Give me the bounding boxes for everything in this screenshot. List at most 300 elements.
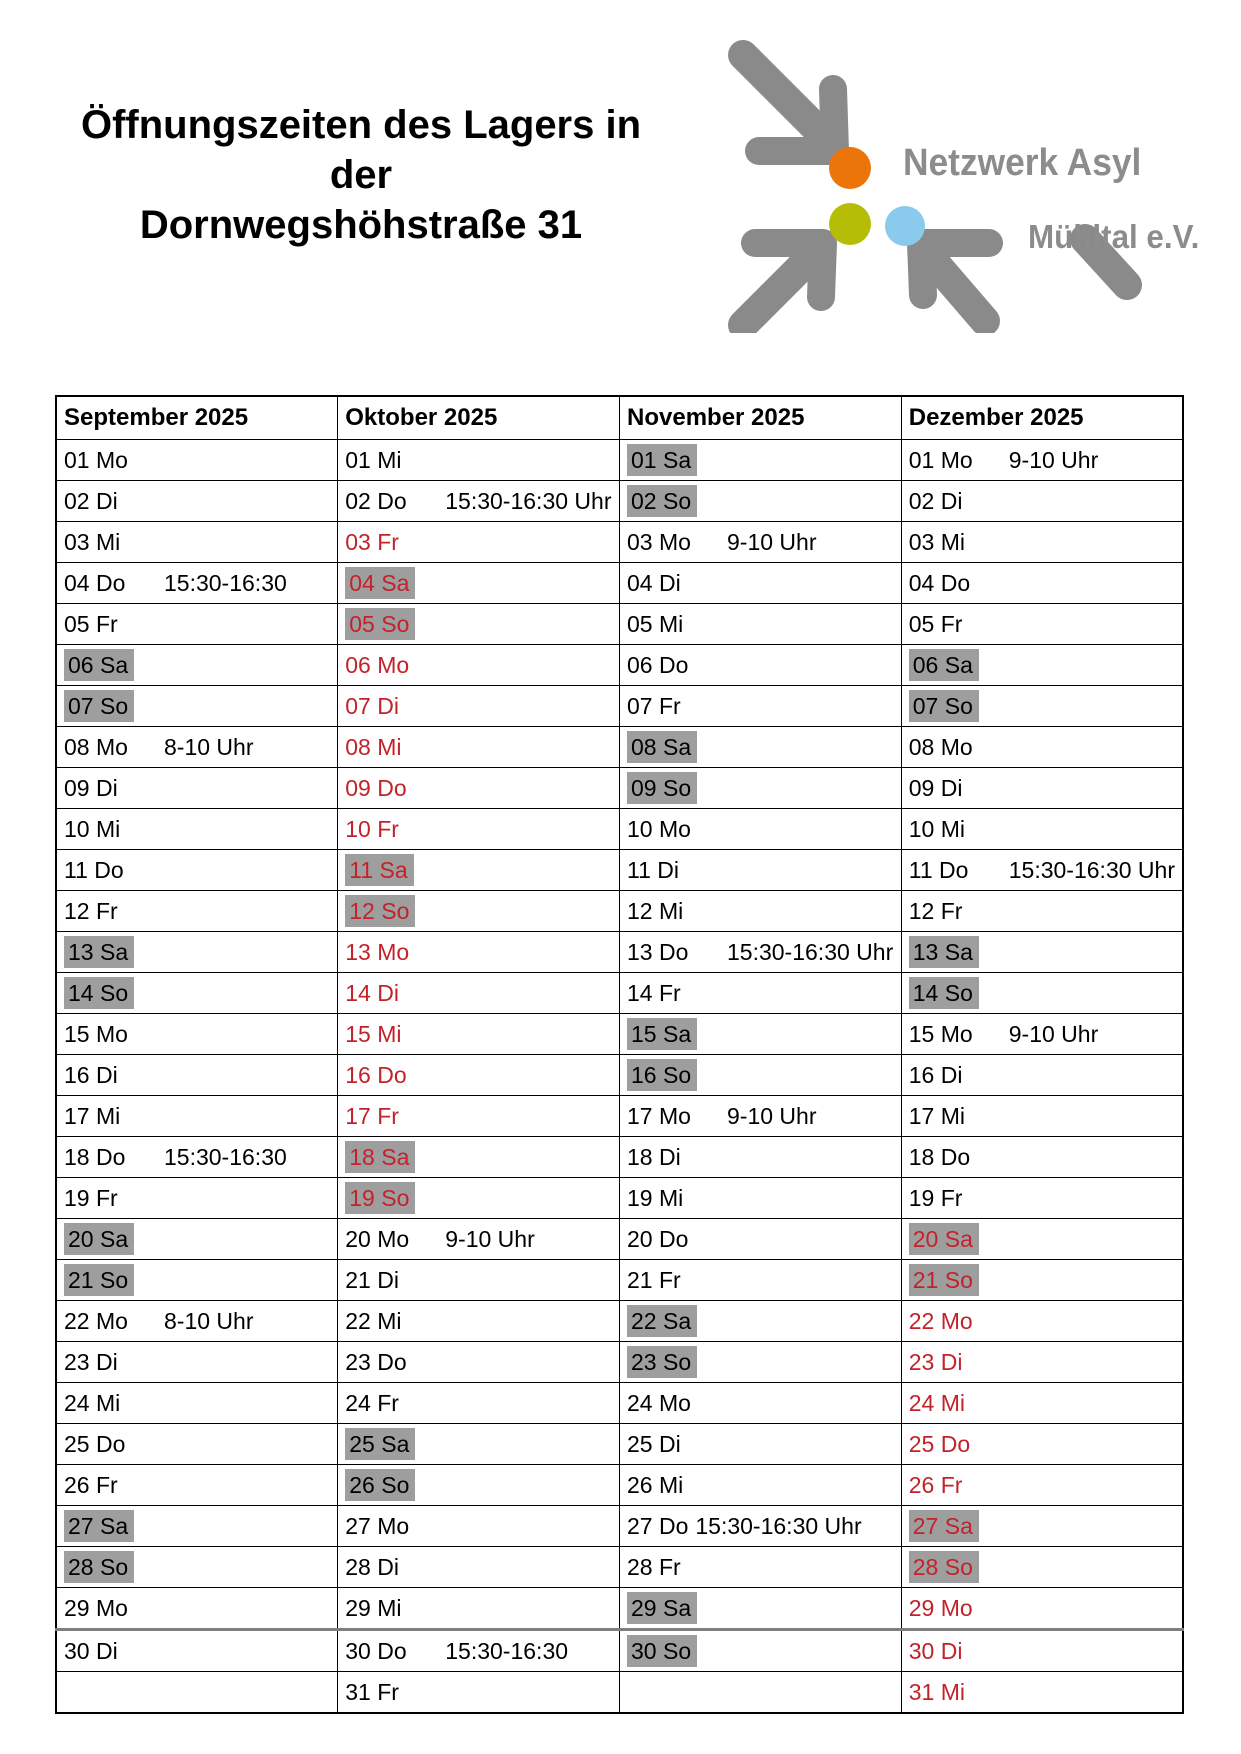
day-label: 05 Fr bbox=[64, 610, 118, 637]
day-label: 08 Mi bbox=[345, 733, 402, 760]
day-label: 20 Mo bbox=[345, 1225, 410, 1252]
day-label: 29 Mo bbox=[908, 1594, 973, 1621]
opening-time: 15:30-16:30 Uhr bbox=[695, 1512, 862, 1539]
calendar-cell bbox=[901, 1219, 1183, 1260]
opening-time: 15:30-16:30 Uhr bbox=[445, 487, 612, 514]
day-label: 20 Sa bbox=[909, 1223, 979, 1255]
calendar-row bbox=[56, 973, 1183, 1014]
calendar-row bbox=[56, 1465, 1183, 1506]
day-label: 30 Do bbox=[345, 1637, 407, 1664]
day-label: 21 Di bbox=[345, 1266, 399, 1293]
day-label: 10 Fr bbox=[345, 815, 399, 842]
day-label: 26 So bbox=[345, 1469, 415, 1501]
calendar-cell bbox=[338, 1547, 620, 1588]
calendar-cell bbox=[338, 727, 620, 768]
calendar-cell bbox=[901, 850, 1183, 891]
calendar-cell bbox=[901, 1096, 1183, 1137]
calendar-cell bbox=[620, 973, 902, 1014]
day-label: 05 Fr bbox=[908, 610, 963, 637]
day-label: 14 Di bbox=[345, 979, 399, 1006]
day-label: 02 Di bbox=[908, 487, 963, 514]
calendar-cell bbox=[620, 1672, 902, 1714]
calendar-cell bbox=[620, 1219, 902, 1260]
calendar-row bbox=[56, 1301, 1183, 1342]
calendar-cell bbox=[56, 1301, 338, 1342]
day-label: 02 So bbox=[627, 485, 697, 517]
day-label: 20 Sa bbox=[64, 1223, 134, 1255]
day-label: 13 Do bbox=[627, 938, 689, 965]
calendar-cell bbox=[338, 1506, 620, 1547]
calendar-cell bbox=[901, 645, 1183, 686]
day-label: 24 Mi bbox=[64, 1389, 121, 1416]
calendar-row bbox=[56, 1014, 1183, 1055]
calendar-cell bbox=[56, 973, 338, 1014]
calendar-cell bbox=[56, 1672, 338, 1714]
opening-time: 9-10 Uhr bbox=[1008, 1020, 1099, 1047]
day-label: 16 So bbox=[627, 1059, 697, 1091]
day-label: 11 Do bbox=[64, 856, 124, 883]
calendar-cell bbox=[338, 1178, 620, 1219]
day-label: 07 So bbox=[64, 690, 134, 722]
month-header-row bbox=[56, 396, 1183, 440]
calendar-cell bbox=[56, 932, 338, 973]
day-label: 31 Fr bbox=[345, 1678, 399, 1705]
calendar-row bbox=[56, 727, 1183, 768]
day-label: 25 Do bbox=[64, 1430, 126, 1457]
day-label: 18 Di bbox=[627, 1143, 681, 1170]
day-label: 05 Mi bbox=[627, 610, 684, 637]
day-label: 17 Mi bbox=[908, 1102, 965, 1129]
arrow-bottom-left bbox=[743, 261, 807, 325]
day-label: 10 Mi bbox=[64, 815, 121, 842]
calendar-cell bbox=[338, 973, 620, 1014]
calendar-cell bbox=[338, 1588, 620, 1630]
calendar-cell bbox=[56, 1630, 338, 1672]
calendar-cell bbox=[338, 1342, 620, 1383]
opening-time: 9-10 Uhr bbox=[727, 1102, 817, 1129]
calendar-row bbox=[56, 686, 1183, 727]
day-label: 07 Di bbox=[345, 692, 399, 719]
calendar-cell bbox=[56, 604, 338, 645]
day-label: 11 Di bbox=[627, 856, 679, 883]
calendar-cell bbox=[338, 1219, 620, 1260]
calendar-cell bbox=[620, 1424, 902, 1465]
day-label: 12 Fr bbox=[908, 897, 963, 924]
opening-time: 15:30-16:30 Uhr bbox=[727, 938, 894, 965]
calendar-cell bbox=[56, 1219, 338, 1260]
calendar-cell bbox=[901, 1465, 1183, 1506]
calendar-cell bbox=[56, 686, 338, 727]
day-label: 27 Mo bbox=[345, 1512, 410, 1539]
day-label: 27 Do bbox=[627, 1512, 689, 1539]
calendar-cell bbox=[620, 522, 902, 563]
logo-org-location: Mühltal e.V. bbox=[1028, 218, 1200, 255]
calendar-row bbox=[56, 440, 1183, 481]
calendar-cell bbox=[338, 604, 620, 645]
opening-time: 9-10 Uhr bbox=[445, 1225, 535, 1252]
day-label: 04 Di bbox=[627, 569, 681, 596]
day-label: 23 So bbox=[627, 1346, 697, 1378]
day-label: 08 Mo bbox=[64, 733, 128, 760]
calendar-cell bbox=[338, 1055, 620, 1096]
month-header: Dezember 2025 bbox=[901, 396, 1183, 440]
day-label: 29 Mi bbox=[345, 1594, 402, 1621]
logo-org-name: Netzwerk Asyl bbox=[903, 142, 1142, 184]
calendar-row bbox=[56, 481, 1183, 522]
day-label: 26 Mi bbox=[627, 1471, 684, 1498]
day-label: 11 Do bbox=[908, 856, 969, 883]
day-label: 18 Sa bbox=[345, 1141, 415, 1173]
page-title-line1: Öffnungszeiten des Lagers in der bbox=[80, 103, 642, 197]
calendar-cell bbox=[338, 891, 620, 932]
calendar-cell bbox=[338, 809, 620, 850]
calendar-cell bbox=[620, 1055, 902, 1096]
calendar-cell bbox=[338, 1424, 620, 1465]
month-header: Oktober 2025 bbox=[338, 396, 620, 440]
day-label: 11 Sa bbox=[345, 854, 413, 886]
calendar-cell bbox=[338, 1260, 620, 1301]
day-label: 07 So bbox=[909, 690, 979, 722]
day-label: 21 Fr bbox=[627, 1266, 681, 1293]
calendar-cell bbox=[901, 1342, 1183, 1383]
day-label: 03 Fr bbox=[345, 528, 399, 555]
calendar-cell bbox=[901, 1014, 1183, 1055]
calendar-cell bbox=[56, 1383, 338, 1424]
opening-time: 15:30-16:30 bbox=[164, 1143, 287, 1170]
calendar-cell bbox=[620, 1096, 902, 1137]
calendar-cell bbox=[901, 1301, 1183, 1342]
day-label: 17 Fr bbox=[345, 1102, 399, 1129]
day-label: 16 Di bbox=[908, 1061, 963, 1088]
day-label: 24 Fr bbox=[345, 1389, 399, 1416]
day-label: 25 Di bbox=[627, 1430, 681, 1457]
day-label: 06 Do bbox=[627, 651, 689, 678]
calendar-cell bbox=[620, 686, 902, 727]
day-label: 10 Mo bbox=[627, 815, 691, 842]
day-label: 19 So bbox=[345, 1182, 415, 1214]
calendar-cell bbox=[901, 891, 1183, 932]
calendar-cell bbox=[620, 645, 902, 686]
day-label: 10 Mi bbox=[908, 815, 965, 842]
calendar-cell bbox=[620, 1506, 902, 1547]
day-label: 14 So bbox=[909, 977, 979, 1009]
olive-dot bbox=[829, 203, 871, 245]
day-label: 03 Mo bbox=[627, 528, 691, 555]
day-label: 22 Mo bbox=[64, 1307, 128, 1334]
calendar-cell bbox=[620, 1342, 902, 1383]
opening-time: 8-10 Uhr bbox=[164, 1307, 254, 1334]
calendar-cell bbox=[56, 768, 338, 809]
calendar-row bbox=[56, 850, 1183, 891]
calendar-cell bbox=[901, 1672, 1183, 1714]
day-label: 16 Do bbox=[345, 1061, 407, 1088]
calendar-cell bbox=[901, 1178, 1183, 1219]
opening-time: 9-10 Uhr bbox=[727, 528, 817, 555]
calendar-cell bbox=[620, 1588, 902, 1630]
calendar-cell bbox=[901, 1506, 1183, 1547]
day-label: 27 Sa bbox=[909, 1510, 979, 1542]
day-label: 19 Fr bbox=[908, 1184, 963, 1211]
calendar-row bbox=[56, 1342, 1183, 1383]
calendar-cell bbox=[56, 1506, 338, 1547]
calendar-cell bbox=[338, 1014, 620, 1055]
day-label: 28 Di bbox=[345, 1553, 399, 1580]
day-label: 01 Mo bbox=[64, 446, 128, 473]
calendar-row bbox=[56, 1137, 1183, 1178]
calendar-cell bbox=[338, 522, 620, 563]
day-label: 06 Sa bbox=[909, 649, 979, 681]
calendar-row bbox=[56, 1672, 1183, 1714]
calendar-cell bbox=[56, 440, 338, 481]
calendar-cell bbox=[56, 1260, 338, 1301]
opening-time: 15:30-16:30 bbox=[164, 569, 287, 596]
day-label: 28 So bbox=[64, 1551, 134, 1583]
calendar-cell bbox=[338, 1630, 620, 1672]
day-label: 20 Do bbox=[627, 1225, 689, 1252]
page-title bbox=[52, 100, 670, 250]
day-label: 15 Mo bbox=[64, 1020, 128, 1047]
day-label: 07 Fr bbox=[627, 692, 681, 719]
calendar-cell bbox=[338, 481, 620, 522]
day-label: 26 Fr bbox=[908, 1471, 963, 1498]
calendar-row bbox=[56, 1219, 1183, 1260]
calendar-cell bbox=[56, 481, 338, 522]
day-label: 01 Sa bbox=[627, 444, 697, 476]
day-label: 18 Do bbox=[908, 1143, 971, 1170]
day-label: 06 Mo bbox=[345, 651, 410, 678]
day-label: 23 Di bbox=[908, 1348, 963, 1375]
calendar-cell bbox=[620, 727, 902, 768]
day-label: 14 Fr bbox=[627, 979, 681, 1006]
day-label: 28 Fr bbox=[627, 1553, 681, 1580]
day-label: 28 So bbox=[909, 1551, 979, 1583]
calendar-cell bbox=[338, 768, 620, 809]
day-label: 16 Di bbox=[64, 1061, 118, 1088]
calendar-cell bbox=[338, 932, 620, 973]
calendar-cell bbox=[338, 563, 620, 604]
day-label: 22 Mi bbox=[345, 1307, 402, 1334]
calendar-cell bbox=[901, 973, 1183, 1014]
calendar-row bbox=[56, 1630, 1183, 1672]
day-label: 01 Mo bbox=[908, 446, 973, 473]
calendar-cell bbox=[901, 768, 1183, 809]
calendar-cell bbox=[56, 1096, 338, 1137]
calendar-cell bbox=[338, 1137, 620, 1178]
calendar-cell bbox=[56, 1014, 338, 1055]
calendar-cell bbox=[56, 727, 338, 768]
calendar-cell bbox=[620, 1630, 902, 1672]
day-label: 30 Di bbox=[908, 1637, 963, 1664]
day-label: 31 Mi bbox=[908, 1678, 965, 1705]
calendar-cell bbox=[901, 563, 1183, 604]
day-label: 13 Mo bbox=[345, 938, 410, 965]
month-header: November 2025 bbox=[620, 396, 902, 440]
day-label: 15 Sa bbox=[627, 1018, 697, 1050]
calendar-cell bbox=[56, 645, 338, 686]
calendar-row bbox=[56, 809, 1183, 850]
day-label: 15 Mi bbox=[345, 1020, 402, 1047]
calendar-cell bbox=[620, 1260, 902, 1301]
day-label: 09 Di bbox=[908, 774, 963, 801]
calendar-cell bbox=[620, 768, 902, 809]
day-label: 21 So bbox=[909, 1264, 979, 1296]
day-label: 02 Di bbox=[64, 487, 118, 514]
calendar-cell bbox=[338, 1672, 620, 1714]
calendar-cell bbox=[901, 1383, 1183, 1424]
calendar-cell bbox=[620, 932, 902, 973]
day-label: 27 Sa bbox=[64, 1510, 134, 1542]
day-label: 09 Do bbox=[345, 774, 407, 801]
calendar-cell bbox=[620, 1301, 902, 1342]
calendar-cell bbox=[56, 563, 338, 604]
calendar-cell bbox=[901, 440, 1183, 481]
calendar-row bbox=[56, 1260, 1183, 1301]
calendar-cell bbox=[620, 891, 902, 932]
opening-time: 9-10 Uhr bbox=[1008, 446, 1099, 473]
day-label: 15 Mo bbox=[908, 1020, 973, 1047]
calendar-cell bbox=[901, 1424, 1183, 1465]
calendar-cell bbox=[56, 1547, 338, 1588]
calendar-row bbox=[56, 563, 1183, 604]
calendar-cell bbox=[901, 1547, 1183, 1588]
calendar-cell bbox=[338, 1383, 620, 1424]
calendar-row bbox=[56, 1055, 1183, 1096]
day-label: 09 So bbox=[627, 772, 697, 804]
calendar-cell bbox=[620, 604, 902, 645]
calendar-cell bbox=[620, 440, 902, 481]
calendar-cell bbox=[901, 604, 1183, 645]
calendar-cell bbox=[56, 522, 338, 563]
calendar-cell bbox=[56, 891, 338, 932]
blue-dot bbox=[885, 206, 925, 246]
arrow-top-left bbox=[743, 55, 817, 129]
calendar-row bbox=[56, 768, 1183, 809]
day-label: 02 Do bbox=[345, 487, 407, 514]
month-header: September 2025 bbox=[56, 396, 338, 440]
day-label: 18 Do bbox=[64, 1143, 126, 1170]
day-label: 03 Mi bbox=[908, 528, 965, 555]
calendar-row bbox=[56, 604, 1183, 645]
calendar-cell bbox=[56, 1342, 338, 1383]
day-label: 25 Do bbox=[908, 1430, 971, 1457]
day-label: 04 Do bbox=[64, 569, 126, 596]
calendar-cell bbox=[56, 1178, 338, 1219]
calendar-cell bbox=[56, 850, 338, 891]
calendar-cell bbox=[338, 440, 620, 481]
day-label: 24 Mi bbox=[908, 1389, 965, 1416]
day-label: 09 Di bbox=[64, 774, 118, 801]
day-label: 25 Sa bbox=[345, 1428, 415, 1460]
calendar-cell bbox=[901, 727, 1183, 768]
calendar-row bbox=[56, 1383, 1183, 1424]
calendar-row bbox=[56, 645, 1183, 686]
day-label: 12 Fr bbox=[64, 897, 118, 924]
day-label: 08 Mo bbox=[908, 733, 973, 760]
calendar-cell bbox=[901, 1137, 1183, 1178]
calendar-row bbox=[56, 1588, 1183, 1630]
calendar-cell bbox=[620, 1465, 902, 1506]
calendar-table bbox=[55, 395, 1184, 1714]
day-label: 22 Sa bbox=[627, 1305, 697, 1337]
day-label: 03 Mi bbox=[64, 528, 121, 555]
calendar-cell bbox=[338, 850, 620, 891]
calendar-cell bbox=[620, 1137, 902, 1178]
calendar-cell bbox=[56, 1137, 338, 1178]
day-label: 13 Sa bbox=[64, 936, 134, 968]
calendar-cell bbox=[620, 1547, 902, 1588]
calendar-row bbox=[56, 1424, 1183, 1465]
calendar-cell bbox=[620, 1178, 902, 1219]
opening-time: 8-10 Uhr bbox=[164, 733, 254, 760]
day-label: 19 Fr bbox=[64, 1184, 118, 1211]
calendar-cell bbox=[620, 481, 902, 522]
calendar-cell bbox=[56, 1465, 338, 1506]
day-label: 29 Sa bbox=[627, 1592, 697, 1624]
calendar-cell bbox=[338, 1301, 620, 1342]
day-label: 12 So bbox=[345, 895, 415, 927]
calendar-cell bbox=[901, 1630, 1183, 1672]
calendar-cell bbox=[620, 809, 902, 850]
calendar-cell bbox=[338, 1096, 620, 1137]
day-label: 21 So bbox=[64, 1264, 134, 1296]
calendar-cell bbox=[620, 1014, 902, 1055]
calendar-row bbox=[56, 1506, 1183, 1547]
calendar-cell bbox=[338, 686, 620, 727]
day-label: 05 So bbox=[345, 608, 415, 640]
calendar-row bbox=[56, 1178, 1183, 1219]
calendar-cell bbox=[56, 1424, 338, 1465]
day-label: 08 Sa bbox=[627, 731, 697, 763]
day-label: 17 Mi bbox=[64, 1102, 121, 1129]
calendar-cell bbox=[901, 686, 1183, 727]
day-label: 24 Mo bbox=[627, 1389, 691, 1416]
opening-time: 15:30-16:30 bbox=[445, 1637, 569, 1664]
calendar-cell bbox=[620, 850, 902, 891]
calendar-row bbox=[56, 1547, 1183, 1588]
calendar-cell bbox=[901, 932, 1183, 973]
calendar-cell bbox=[901, 1588, 1183, 1630]
calendar-cell bbox=[338, 645, 620, 686]
day-label: 22 Mo bbox=[908, 1307, 973, 1334]
day-label: 19 Mi bbox=[627, 1184, 684, 1211]
day-label: 04 Do bbox=[908, 569, 971, 596]
calendar-row bbox=[56, 891, 1183, 932]
opening-time: 15:30-16:30 Uhr bbox=[1008, 856, 1175, 883]
day-label: 04 Sa bbox=[345, 567, 415, 599]
calendar-cell bbox=[620, 1383, 902, 1424]
calendar-cell bbox=[901, 1055, 1183, 1096]
calendar-row bbox=[56, 522, 1183, 563]
page-title-line2: Dornwegshöhstraße 31 bbox=[139, 203, 583, 247]
calendar-cell bbox=[56, 1588, 338, 1630]
calendar-cell bbox=[901, 522, 1183, 563]
day-label: 13 Sa bbox=[909, 936, 979, 968]
day-label: 01 Mi bbox=[345, 446, 402, 473]
calendar-row bbox=[56, 932, 1183, 973]
day-label: 30 Di bbox=[64, 1637, 118, 1664]
day-label: 29 Mo bbox=[64, 1594, 128, 1621]
orange-dot bbox=[829, 147, 871, 189]
calendar-cell bbox=[901, 809, 1183, 850]
day-label: 26 Fr bbox=[64, 1471, 118, 1498]
day-label: 14 So bbox=[64, 977, 134, 1009]
day-label: 12 Mi bbox=[627, 897, 684, 924]
day-label: 23 Do bbox=[345, 1348, 407, 1375]
calendar-cell bbox=[901, 1260, 1183, 1301]
calendar-cell bbox=[56, 809, 338, 850]
calendar-cell bbox=[620, 563, 902, 604]
calendar-cell bbox=[56, 1055, 338, 1096]
